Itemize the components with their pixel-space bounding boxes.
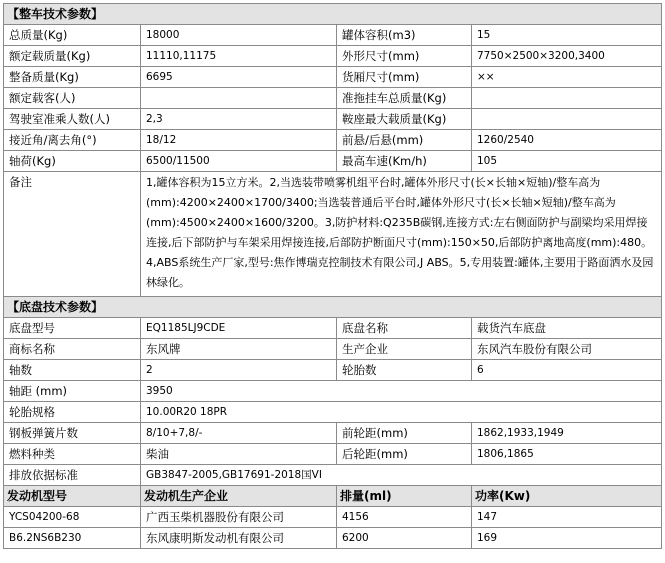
engine-maker-value: 东风康明斯发动机有限公司 bbox=[141, 528, 337, 549]
cab-seats-label: 驾驶室准乘人数(人) bbox=[4, 109, 141, 130]
vehicle-row bbox=[4, 109, 662, 130]
chassis-row bbox=[4, 465, 662, 486]
engine-maker-header: 发动机生产企业 bbox=[141, 486, 337, 507]
maker-value: 东风汽车股份有限公司 bbox=[472, 339, 662, 360]
chassis-model-label: 底盘型号 bbox=[4, 318, 141, 339]
wheelbase-value: 3950 bbox=[141, 381, 662, 402]
trailer-mass-label: 准拖挂车总质量(Kg) bbox=[337, 88, 472, 109]
tank-volume-value: 15 bbox=[472, 25, 662, 46]
brand-value: 东风牌 bbox=[141, 339, 337, 360]
approach-angle-value: 18/12 bbox=[141, 130, 337, 151]
chassis-name-value: 载货汽车底盘 bbox=[472, 318, 662, 339]
displacement-value: 6200 bbox=[337, 528, 472, 549]
chassis-row bbox=[4, 318, 662, 339]
tire-spec-label: 轮胎规格 bbox=[4, 402, 141, 423]
spec-sheet bbox=[3, 3, 661, 549]
axle-load-value: 6500/11500 bbox=[141, 151, 337, 172]
rear-track-label: 后轮距(mm) bbox=[337, 444, 472, 465]
vehicle-row bbox=[4, 88, 662, 109]
approach-angle-label: 接近角/离去角(°) bbox=[4, 130, 141, 151]
displacement-value: 4156 bbox=[337, 507, 472, 528]
overhang-value: 1260/2540 bbox=[472, 130, 662, 151]
axles-label: 轴数 bbox=[4, 360, 141, 381]
spring-label: 钢板弹簧片数 bbox=[4, 423, 141, 444]
vehicle-row bbox=[4, 67, 662, 88]
trailer-mass-value bbox=[472, 88, 662, 109]
chassis-row bbox=[4, 381, 662, 402]
engine-maker-value: 广西玉柴机器股份有限公司 bbox=[141, 507, 337, 528]
cargo-box-value: ×× bbox=[472, 67, 662, 88]
curb-mass-value: 6695 bbox=[141, 67, 337, 88]
spec-table bbox=[3, 3, 662, 549]
fuel-label: 燃料种类 bbox=[4, 444, 141, 465]
rated-load-label: 额定载质量(Kg) bbox=[4, 46, 141, 67]
rated-load-value: 11110,11175 bbox=[141, 46, 337, 67]
power-value: 169 bbox=[472, 528, 662, 549]
chassis-row bbox=[4, 360, 662, 381]
brand-label: 商标名称 bbox=[4, 339, 141, 360]
engine-model-value: B6.2NS6B230 bbox=[4, 528, 141, 549]
axle-load-label: 轴荷(Kg) bbox=[4, 151, 141, 172]
rear-track-value: 1806,1865 bbox=[472, 444, 662, 465]
tire-count-value: 6 bbox=[472, 360, 662, 381]
tire-spec-value: 10.00R20 18PR bbox=[141, 402, 662, 423]
cargo-box-label: 货厢尺寸(mm) bbox=[337, 67, 472, 88]
fuel-value: 柴油 bbox=[141, 444, 337, 465]
saddle-load-label: 鞍座最大载质量(Kg) bbox=[337, 109, 472, 130]
power-header: 功率(Kw) bbox=[472, 486, 662, 507]
emission-label: 排放依据标准 bbox=[4, 465, 141, 486]
chassis-row bbox=[4, 444, 662, 465]
engine-model-header: 发动机型号 bbox=[4, 486, 141, 507]
engine-model-value: YCS04200-68 bbox=[4, 507, 141, 528]
front-track-label: 前轮距(mm) bbox=[337, 423, 472, 444]
total-mass-label: 总质量(Kg) bbox=[4, 25, 141, 46]
chassis-row bbox=[4, 339, 662, 360]
total-mass-value: 18000 bbox=[141, 25, 337, 46]
dimensions-value: 7750×2500×3200,3400 bbox=[472, 46, 662, 67]
rated-passengers-label: 额定载客(人) bbox=[4, 88, 141, 109]
wheelbase-label: 轴距 (mm) bbox=[4, 381, 141, 402]
saddle-load-value bbox=[472, 109, 662, 130]
rated-passengers-value bbox=[141, 88, 337, 109]
front-track-value: 1862,1933,1949 bbox=[472, 423, 662, 444]
emission-value: GB3847-2005,GB17691-2018国VI bbox=[141, 465, 662, 486]
tire-count-label: 轮胎数 bbox=[337, 360, 472, 381]
dimensions-label: 外形尺寸(mm) bbox=[337, 46, 472, 67]
vehicle-row bbox=[4, 130, 662, 151]
remark-label: 备注 bbox=[4, 172, 141, 297]
engine-row bbox=[4, 528, 662, 549]
chassis-row bbox=[4, 402, 662, 423]
max-speed-label: 最高车速(Km/h) bbox=[337, 151, 472, 172]
chassis-section-title: 【底盘技术参数】 bbox=[4, 297, 662, 318]
maker-label: 生产企业 bbox=[337, 339, 472, 360]
tank-volume-label: 罐体容积(m3) bbox=[337, 25, 472, 46]
power-value: 147 bbox=[472, 507, 662, 528]
vehicle-row bbox=[4, 46, 662, 67]
cab-seats-value: 2,3 bbox=[141, 109, 337, 130]
remark-text: 1,罐体容积为15立方米。2,当选装带喷雾机组平台时,罐体外形尺寸(长×长轴×短轴)/整车高为(mm):4200×2400×1700/3400;当选装普通后平台时,罐体外形尺寸(长×长轴×短轴)/整车高为(mm):4500×2400×1600/3200。3,防护材料:Q235B碳钢,连接方式:左右侧面防护与副梁均采用焊接连接,后下部防护与车架采用焊接连接,后部防护断面尺寸(mm):150×50,后部防护离地高度(mm):480。4,ABS系统生产厂家,型号:焦作博瑞克控制技术有限公司,J ABS。5,专用装置:罐体,主要用于路面洒水及园林绿化。 bbox=[141, 172, 662, 297]
vehicle-row bbox=[4, 25, 662, 46]
displacement-header: 排量(ml) bbox=[337, 486, 472, 507]
engine-header-row bbox=[4, 486, 662, 507]
overhang-label: 前悬/后悬(mm) bbox=[337, 130, 472, 151]
chassis-model-value: EQ1185LJ9CDE bbox=[141, 318, 337, 339]
spring-value: 8/10+7,8/- bbox=[141, 423, 337, 444]
axles-value: 2 bbox=[141, 360, 337, 381]
max-speed-value: 105 bbox=[472, 151, 662, 172]
chassis-row bbox=[4, 423, 662, 444]
vehicle-row bbox=[4, 151, 662, 172]
engine-row bbox=[4, 507, 662, 528]
chassis-name-label: 底盘名称 bbox=[337, 318, 472, 339]
curb-mass-label: 整备质量(Kg) bbox=[4, 67, 141, 88]
vehicle-section-title: 【整车技术参数】 bbox=[4, 4, 662, 25]
